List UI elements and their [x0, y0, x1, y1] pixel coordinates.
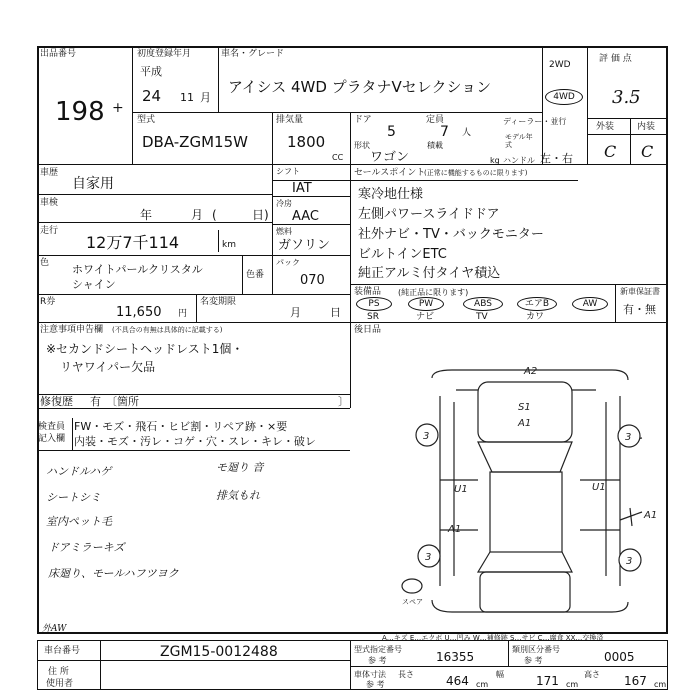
designation-label: 型式指定番号 [354, 645, 402, 654]
shaken-year: 年 [140, 208, 153, 222]
hand-note-4: ドアミラーキズ [48, 541, 125, 554]
mark-a1-top: A1 [518, 418, 532, 429]
divider [350, 322, 351, 408]
body-value: ワゴン [370, 150, 410, 165]
divider [350, 112, 351, 164]
sales-point-4: ビルトインETC [358, 247, 447, 262]
car-name-label: 車名・グレード [221, 49, 285, 59]
handle-label: ハンドル [503, 156, 535, 165]
inspection-row-2: 内装・モズ・汚レ・コゲ・穴・スレ・キレ・破レ [74, 435, 316, 448]
divider [350, 180, 578, 181]
chassis-label: 車台番号 [44, 646, 81, 656]
divider [272, 164, 273, 294]
divider [132, 112, 542, 113]
body-label: 形状 [354, 141, 370, 150]
reg-month: 11 [180, 91, 194, 104]
cooler-label: 冷房 [276, 199, 292, 208]
repair-value: 有 [90, 395, 101, 408]
width-label: 幅 [496, 670, 504, 679]
divider [615, 284, 616, 322]
tire-mark-rr: 3 [626, 556, 633, 567]
dealer-label: ディーラー・並行 [503, 117, 567, 126]
exterior-label: 外装 [596, 122, 615, 132]
color-value-2: シャイン [72, 278, 116, 291]
length-unit: cm [476, 680, 489, 689]
drive-2wd: 2WD [549, 60, 571, 70]
designation-ref: 参 考 [368, 656, 387, 665]
hand-note-3: 室内ペット毛 [46, 515, 112, 528]
notes-note: (不具合の有無は具体的に記載する) [112, 326, 223, 334]
divider [218, 230, 219, 252]
notes-label: 注意事項申告欄 [40, 325, 104, 335]
category-label: 類別区分番号 [512, 645, 560, 654]
diagram-legend: A…キズ E…エクボ U…凹み W…補修跡 S…サビ C…腐食 XX…交換済 [382, 634, 604, 642]
equip-ps-badge: PS [356, 297, 392, 311]
sales-point-3: 社外ナビ・TV・バックモニター [358, 227, 544, 242]
cooler-value: AAC [292, 209, 319, 224]
divider [132, 46, 133, 164]
displacement-unit: CC [332, 153, 344, 162]
recycle-value: 11,650 [116, 305, 162, 320]
inspection-label-1: 検査員 [38, 422, 66, 432]
fuel-value: ガソリン [278, 238, 331, 253]
divider [242, 255, 243, 294]
color-no-label: 色番 [246, 270, 265, 280]
height-label: 高さ [584, 670, 600, 679]
bottom-note: 外AW [42, 624, 67, 634]
notes-line-1: ※セカンドシートヘッドレスト1個・ [46, 342, 244, 356]
address-label: 住 所 [48, 667, 69, 677]
tire-mark-fl: 3 [423, 431, 430, 442]
divider [218, 46, 219, 112]
mileage-value: 12万7千114 [86, 233, 180, 252]
shaken-label: 車検 [40, 198, 59, 208]
divider [587, 118, 668, 119]
equip-navi: ナビ [416, 312, 435, 322]
notes-line-2: リヤワイパー欠品 [60, 360, 156, 374]
width-value: 171 [536, 674, 559, 688]
repair-place: 〔箇所 [106, 395, 139, 408]
pack-label: パック [276, 258, 300, 267]
hand-note-right-2: 排気もれ [216, 489, 260, 502]
equip-aw-badge: AW [572, 297, 608, 311]
capacity-unit: 人 [462, 128, 472, 138]
hand-note-1: ハンドルハゲ [46, 465, 112, 478]
grade-value: 3.5 [612, 87, 641, 108]
sales-points-note: (正常に機能するものに限ります) [424, 169, 528, 177]
capacity-value: 7 [440, 124, 449, 140]
capacity-label: 定員 [426, 115, 445, 125]
era: 平成 [140, 65, 162, 78]
mileage-unit: km [222, 240, 236, 250]
divider [542, 46, 543, 164]
divider [196, 294, 197, 322]
height-unit: cm [654, 680, 667, 689]
divider [508, 640, 509, 666]
hand-note-right-1: モ廻り 音 [216, 461, 264, 474]
color-label: 色 [40, 258, 50, 268]
color-value-1: ホワイトパールクリスタル [72, 263, 203, 276]
divider [37, 222, 272, 223]
divider [272, 224, 350, 225]
mark-a1-right: A1 [644, 510, 658, 521]
equip-abs-badge: ABS [463, 297, 503, 311]
name-change-month: 月 [290, 306, 301, 319]
divider [272, 196, 350, 197]
inspection-row-1: FW・モズ・飛石・ヒビ割・リペア跡・×要 [74, 420, 288, 433]
equip-airbag-badge: エアB [517, 297, 557, 311]
divider [350, 284, 668, 285]
doors-value: 5 [387, 124, 396, 140]
model-label: 型式 [137, 115, 156, 125]
history-value: 自家用 [72, 176, 114, 192]
hand-note-2: シートシミ [46, 491, 101, 504]
mark-a1-left: A1 [448, 524, 462, 535]
grade-label: 評 価 点 [599, 54, 632, 64]
shaken-paren: ( [212, 208, 217, 222]
handle-value: 左・右 [540, 152, 573, 165]
repair-close: 〕 [338, 395, 349, 408]
repair-label: 修復歴 [40, 395, 73, 408]
interior-grade: C [641, 142, 654, 161]
divider [37, 394, 350, 395]
divider [587, 46, 588, 164]
sales-point-1: 寒冷地仕様 [358, 187, 424, 202]
load-label: 積載 [427, 141, 443, 150]
reg-year: 24 [142, 87, 162, 105]
equip-leather: カワ [526, 312, 545, 322]
divider [37, 255, 350, 256]
width-unit: cm [566, 680, 579, 689]
name-change-day: 日 [330, 306, 341, 319]
recycle-unit: 円 [178, 309, 188, 319]
owner-label: 使用者 [46, 679, 74, 689]
doors-label: ドア [354, 115, 372, 125]
length-value: 464 [446, 674, 469, 688]
history-label: 車歴 [40, 168, 59, 178]
divider [37, 660, 350, 661]
spare-label: スペア [402, 598, 423, 606]
tire-mark-fr: 3 [625, 432, 632, 443]
divider [37, 322, 668, 323]
car-name: アイシス 4WD プラタナVセレクション [228, 78, 492, 96]
drive-4wd-selected: 4WD [545, 89, 583, 105]
mark-a2: A2 [524, 366, 538, 377]
displacement-value: 1800 [287, 133, 326, 151]
model-value: DBA-ZGM15W [142, 133, 248, 151]
spare-tire [402, 579, 422, 593]
mark-u1-left: U1 [454, 484, 468, 495]
divider [37, 294, 350, 295]
divider [272, 112, 273, 164]
sales-point-5: 純正アルミ付タイヤ積込 [358, 266, 501, 281]
first-reg-label: 初度登録年月 [137, 49, 192, 59]
fuel-label: 燃料 [276, 227, 292, 236]
exterior-grade: C [604, 142, 617, 161]
mark-s1: S1 [518, 402, 531, 413]
pack-value: 070 [300, 273, 325, 288]
height-value: 167 [624, 674, 647, 688]
length-label: 長さ [398, 670, 414, 679]
reg-month-unit: 月 [200, 91, 211, 104]
load-unit: kg [490, 156, 500, 165]
designation-value: 16355 [436, 650, 475, 664]
lot-mark: + [112, 100, 124, 116]
warranty-value: 有・無 [623, 303, 656, 316]
equipment-note: (純正品に限ります) [398, 288, 469, 297]
model-year-label: モデル年式 [505, 133, 533, 149]
sales-points-label: セールスポイント [354, 168, 426, 178]
divider [630, 118, 631, 164]
tire-mark-rl: 3 [425, 552, 432, 563]
shaken-month: 月 [191, 208, 204, 222]
mark-u1-right: U1 [592, 482, 606, 493]
category-value: 0005 [604, 650, 635, 664]
divider [100, 640, 101, 690]
displacement-label: 排気量 [276, 115, 304, 125]
shaken-day: 日) [252, 208, 269, 222]
warranty-label: 新車保証書 [620, 287, 660, 296]
equip-tv: TV [476, 312, 488, 322]
equip-sr: SR [367, 312, 379, 322]
sales-point-2: 左側パワースライドドア [358, 207, 500, 222]
divider [350, 164, 351, 322]
chassis-value: ZGM15-0012488 [160, 644, 278, 660]
recycle-label: R券 [40, 297, 56, 307]
equipment-label: 装備品 [354, 287, 382, 297]
shift-label: シフト [276, 167, 300, 176]
inspection-label-2: 記入欄 [38, 434, 66, 444]
divider [350, 640, 351, 690]
divider [37, 408, 350, 409]
lot-label: 出品番号 [40, 49, 77, 59]
hand-note-5: 床廻り、モールハフツヨク [48, 567, 179, 580]
divider [72, 418, 73, 450]
divider [587, 134, 668, 135]
car-diagram [392, 360, 668, 630]
name-change-label: 名変期限 [200, 297, 237, 307]
equip-pw-badge: PW [408, 297, 444, 311]
after-label: 後日品 [354, 325, 382, 335]
divider [350, 666, 668, 667]
divider [37, 450, 350, 451]
mileage-label: 走行 [40, 226, 59, 236]
dimensions-ref: 参 考 [366, 680, 385, 689]
divider [37, 194, 272, 195]
interior-label: 内装 [637, 122, 656, 132]
category-ref: 参 考 [524, 656, 543, 665]
lot-number: 198 [55, 97, 105, 127]
divider [37, 164, 668, 165]
dimensions-label: 車体寸法 [354, 670, 386, 679]
shift-value: IAT [292, 181, 312, 196]
